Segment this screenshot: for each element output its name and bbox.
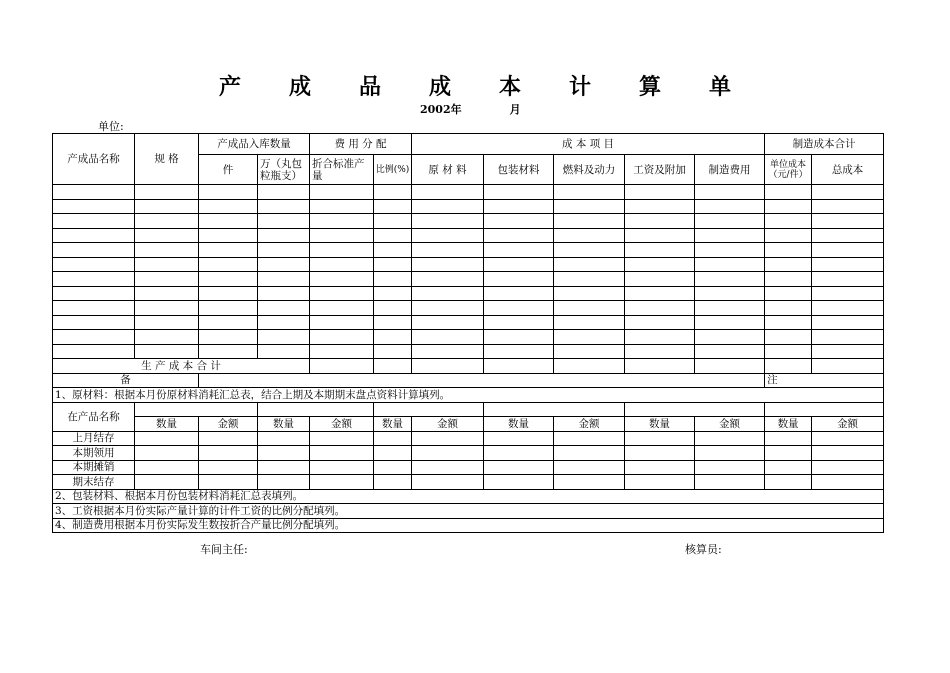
table-row	[53, 257, 884, 272]
amount-header: 金额	[199, 417, 258, 432]
remark-right: 注	[765, 373, 884, 388]
col-spec: 规 格	[135, 134, 199, 185]
note-3: 3、工资根据本月份实际产量计算的计件工资的比例分配填列。	[53, 504, 884, 519]
wip-row	[53, 446, 884, 461]
title-char: 成	[288, 74, 311, 100]
remark-left: 备	[53, 373, 199, 388]
amount-header: 金额	[554, 417, 625, 432]
product-rows	[53, 185, 884, 359]
wip-row-label: 本期摊销	[53, 460, 135, 475]
title-char: 品	[358, 74, 381, 100]
table-row	[53, 286, 884, 301]
qty-header: 数量	[374, 417, 412, 432]
qty-header: 数量	[135, 417, 199, 432]
title-char: 计	[569, 74, 592, 100]
total-row	[53, 359, 884, 374]
cost-calculation-table	[52, 133, 884, 533]
title-char: 算	[639, 74, 662, 100]
group-mfg-total: 制造成本合计	[765, 134, 884, 155]
note-1: 1、原材料：根据本月份原材料消耗汇总表，结合上期及本期期末盘点资料计算填列。	[53, 388, 884, 403]
wip-row	[53, 475, 884, 490]
group-cost-items: 成 本 项 目	[412, 134, 765, 155]
sub-total-cost: 总成本	[812, 155, 884, 185]
table-row	[53, 272, 884, 287]
sub-ratio: 比例(%)	[374, 155, 412, 185]
note-2: 2、包装材料、根据本月份包装材料消耗汇总表填列。	[53, 489, 884, 504]
wip-row	[53, 460, 884, 475]
workshop-director-label: 车间主任:	[200, 543, 248, 556]
table-row	[53, 344, 884, 359]
wip-row-label: 上月结存	[53, 431, 135, 446]
title-char: 单	[709, 74, 732, 100]
total-row-label: 生 产 成 本 合 计	[53, 359, 310, 374]
sub-wages: 工资及附加	[625, 155, 695, 185]
sub-packaging: 包装材料	[484, 155, 554, 185]
sub-piece: 件	[199, 155, 258, 185]
year-label: 2002年	[420, 103, 462, 116]
qty-header: 数量	[258, 417, 310, 432]
sub-raw-material: 原 材 料	[412, 155, 484, 185]
amount-header: 金额	[412, 417, 484, 432]
table-row	[53, 315, 884, 330]
title-char: 产	[218, 74, 241, 100]
qty-header: 数量	[484, 417, 554, 432]
title-char: 本	[499, 74, 522, 100]
wip-label: 在产品名称	[53, 402, 135, 431]
amount-header: 金额	[812, 417, 884, 432]
table-row	[53, 185, 884, 200]
wip-row	[53, 431, 884, 446]
group-cost-alloc: 费 用 分 配	[310, 134, 412, 155]
qty-header: 数量	[625, 417, 695, 432]
sub-unit-cost: 单位成本（元/件）	[765, 155, 812, 185]
table-row	[53, 214, 884, 229]
table-row	[53, 301, 884, 316]
note-4: 4、制造费用根据本月份实际发生数按折合产量比例分配填列。	[53, 518, 884, 533]
sub-std-output: 折合标准产量	[310, 155, 374, 185]
group-inbound: 产成品入库数量	[199, 134, 310, 155]
accountant-label: 核算员:	[685, 543, 722, 556]
wip-row-label: 本期领用	[53, 446, 135, 461]
page-title	[0, 70, 950, 101]
unit-label: 单位:	[98, 120, 124, 133]
qty-header: 数量	[765, 417, 812, 432]
table-row	[53, 330, 884, 345]
date-line	[420, 101, 521, 117]
amount-header: 金额	[310, 417, 374, 432]
month-label: 月	[509, 103, 521, 116]
amount-header: 金额	[695, 417, 765, 432]
table-row	[53, 199, 884, 214]
wip-row-label: 期末结存	[53, 475, 135, 490]
remark-row	[53, 373, 884, 388]
sub-mfg-expense: 制造费用	[695, 155, 765, 185]
table-row	[53, 228, 884, 243]
col-product-name: 产成品名称	[53, 134, 135, 185]
sub-wan: 万（丸包粒瓶支）	[258, 155, 310, 185]
sub-fuel-power: 燃料及动力	[554, 155, 625, 185]
table-row	[53, 243, 884, 258]
wip-header-row	[53, 417, 884, 432]
title-char: 成	[428, 74, 451, 100]
